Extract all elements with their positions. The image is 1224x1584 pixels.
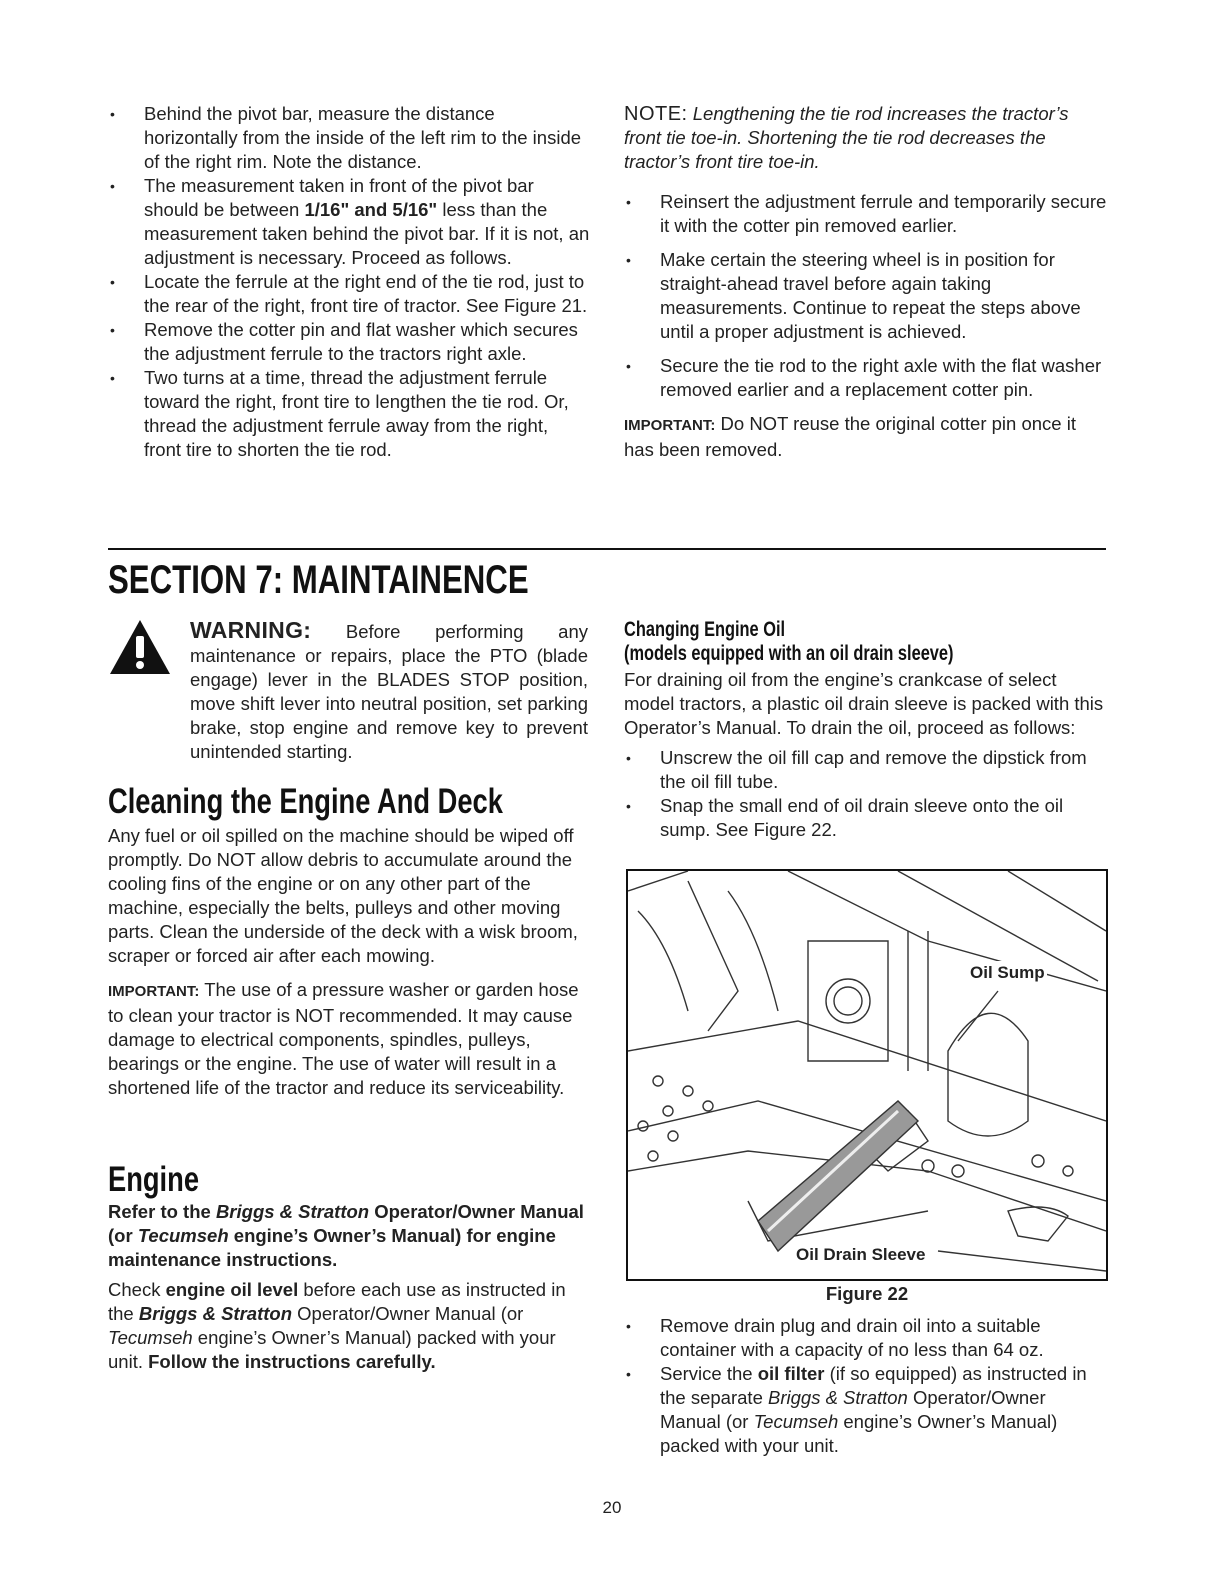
list-item: • Make certain the steering wheel is in position for straight-ahead travel before again taking measurements. Continue to repeat the steps above until a proper adjustment is achieved.	[624, 248, 1108, 344]
list-item: • Snap the small end of oil drain sleeve onto the oil sump. See Figure 22.	[624, 794, 1108, 842]
list-item: • Locate the ferrule at the right end of the tie rod, just to the rear of the right, front tire of tractor. See Figure 21.	[108, 270, 590, 318]
list-item: • Remove the cotter pin and flat washer which secures the adjustment ferrule to the tractors right axle.	[108, 318, 590, 366]
important-note	[624, 412, 1108, 462]
figure-22-illustration	[626, 869, 1108, 1281]
oil-drain-sleeve-label: Oil Drain Sleeve	[794, 1243, 927, 1267]
engine-section	[108, 1160, 590, 1374]
important-label: IMPORTANT:	[108, 983, 200, 1000]
cleaning-section	[108, 782, 590, 1100]
top-left-column	[108, 102, 590, 462]
tie-rod-steps-list	[108, 102, 590, 462]
oil-section	[624, 618, 1108, 842]
oil-sump-label: Oil Sump	[968, 961, 1047, 985]
section-divider	[108, 548, 1106, 550]
oil-heading: Changing Engine Oil	[624, 618, 786, 641]
adjustment-steps-list	[624, 190, 1108, 402]
list-item: • Reinsert the adjustment ferrule and temporarily secure it with the cotter pin removed earlier.	[624, 190, 1108, 238]
oil-after-list	[624, 1314, 1108, 1458]
cleaning-important	[108, 978, 590, 1100]
page-number: 20	[602, 1498, 622, 1517]
warning-icon	[108, 618, 172, 676]
list-item: • Secure the tie rod to the right axle with the flat washer removed earlier and a replacement cotter pin.	[624, 354, 1108, 402]
oil-after-steps	[624, 1314, 1108, 1458]
list-item: • Behind the pivot bar, measure the distance horizontally from the inside of the left rim to the inside of the right rim. Note the distance.	[108, 102, 590, 174]
oil-intro: For draining oil from the engine’s crankcase of select model tractors, a plastic oil drain sleeve is packed with this Operator’s Manual. To drain the oil, proceed as follows:	[624, 669, 1104, 738]
toe-in-note	[624, 102, 1108, 174]
list-item: • Two turns at a time, thread the adjustment ferrule toward the right, front tire to lengthen the tie rod. Or, thread the adjustment ferrule away from the right, front tire to shorten the tie rod.	[108, 366, 590, 462]
note-label: NOTE:	[624, 103, 688, 125]
list-item: • Remove drain plug and drain oil into a suitable container with a capacity of no less than 64 oz.	[624, 1314, 1108, 1362]
important-text: The use of a pressure washer or garden hose to clean your tractor is NOT recommended. It may cause damage to electrical components, spindles, pulleys, bearings or the engine. The use of water will result in a shortened life of the tractor and reduce its serviceability.	[108, 979, 579, 1098]
engine-refer-text: Refer to the Briggs & Stratton Operator/Owner Manual (or Tecumseh engine’s Owner’s Manual) for engine maintenance instructions.	[108, 1201, 584, 1270]
oil-steps-list	[624, 746, 1108, 842]
list-item: • Service the oil filter (if so equipped) as instructed in the separate Briggs & Stratton Operator/Owner Manual (or Tecumseh engine’s Owner’s Manual) packed with your unit.	[624, 1362, 1108, 1458]
warning-text: Before performing any maintenance or repairs, place the PTO (blade engage) lever in the BLADES STOP position, move shift lever into neutral position, set parking brake, stop engine and remove key to prevent unintended starting.	[190, 621, 588, 762]
top-right-column	[624, 102, 1108, 462]
oil-drain-diagram	[628, 871, 1106, 1279]
warning-block	[190, 618, 588, 764]
important-text: Do NOT reuse the original cotter pin once it has been removed.	[624, 413, 1076, 460]
section-title: SECTION 7: MAINTAINENCE	[108, 558, 529, 602]
engine-check-text: Check engine oil level before each use as instructed in the Briggs & Stratton Operator/Owner Manual (or Tecumseh engine’s Owner’s Manual) packed with your unit. Follow the instructions carefully.	[108, 1279, 566, 1372]
list-item: • Unscrew the oil fill cap and remove the dipstick from the oil fill tube.	[624, 746, 1108, 794]
oil-subheading: (models equipped with an oil drain sleeve)	[624, 642, 954, 665]
engine-heading: Engine	[108, 1160, 200, 1199]
list-item: • The measurement taken in front of the pivot bar should be between 1/16" and 5/16" less than the measurement taken behind the pivot bar. If it is not, an adjustment is necessary. Proceed as follows.	[108, 174, 590, 270]
figure-caption: Figure 22	[825, 1283, 909, 1304]
warning-label: WARNING:	[190, 617, 312, 643]
cleaning-heading: Cleaning the Engine And Deck	[108, 782, 503, 821]
cleaning-body: Any fuel or oil spilled on the machine should be wiped off promptly. Do NOT allow debris to accumulate around the cooling fins of the engine or on any other part of the machine, especially the belts, pulleys and other moving parts. Clean the underside of the deck with a wisk broom, scraper or forced air after each mowing.	[108, 825, 578, 966]
important-label: IMPORTANT:	[624, 417, 716, 434]
note-text: Lengthening the tie rod increases the tractor’s front tie toe-in. Shortening the tie rod decreases the tractor’s front tire toe-in.	[624, 103, 1069, 172]
